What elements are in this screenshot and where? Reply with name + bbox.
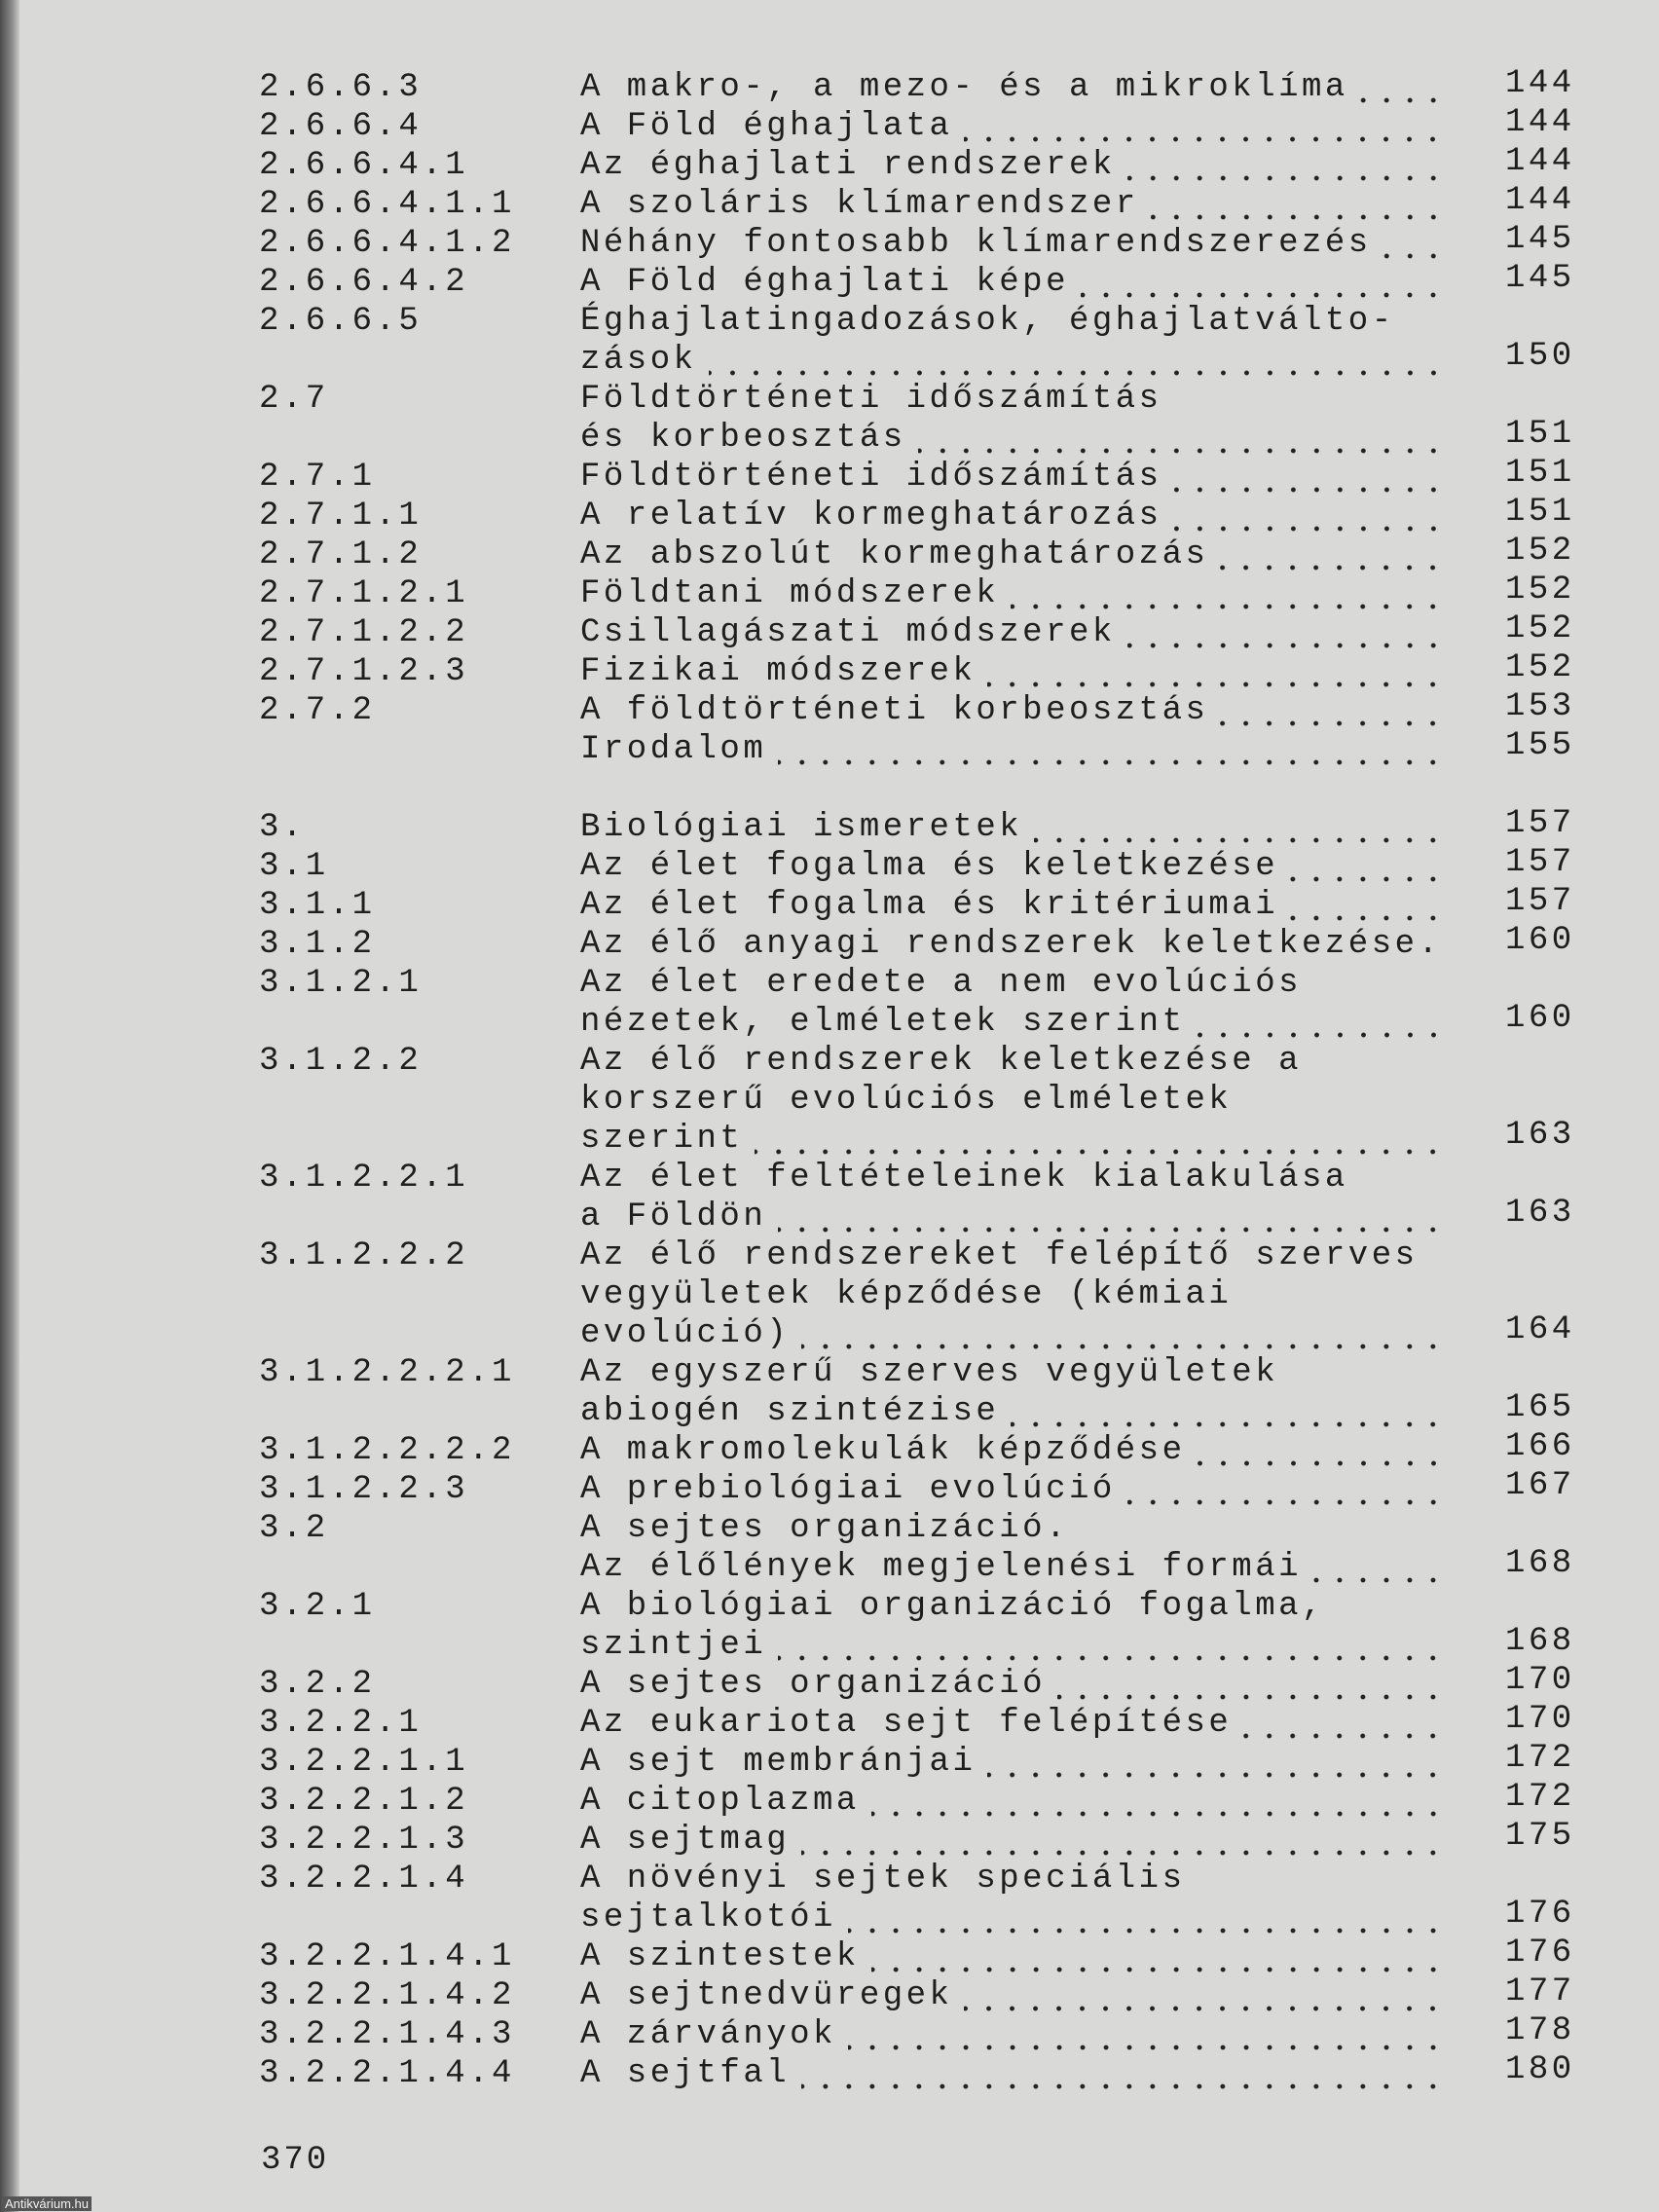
toc-line	[0, 922, 1659, 964]
toc-line	[0, 1081, 1659, 1120]
toc-entry	[0, 1467, 1659, 1509]
toc-line	[0, 1275, 1659, 1314]
dot-leader	[1198, 1003, 1446, 1042]
section-number: 3.1.2.2.2.2	[259, 1432, 515, 1469]
page-reference: 160	[1505, 1000, 1575, 1037]
section-title: zások	[580, 342, 697, 379]
section-title: Földtörténeti időszámítás	[580, 459, 1162, 496]
section-title: a Földön	[580, 1198, 767, 1235]
page-reference: 152	[1505, 610, 1575, 647]
section-number: 2.7.2	[259, 692, 376, 729]
toc-line	[0, 769, 1659, 808]
toc-line	[0, 1509, 1659, 1548]
toc-line	[0, 1896, 1659, 1937]
toc-line	[0, 416, 1659, 458]
section-number: 3.1.2.1	[259, 965, 423, 1002]
dot-leader	[1011, 574, 1445, 613]
toc-line	[0, 1311, 1659, 1353]
page-reference: 172	[1505, 1740, 1575, 1777]
dot-leader	[778, 1626, 1445, 1665]
page-reference: 144	[1505, 65, 1575, 102]
section-title: korszerű evolúciós elméletek	[580, 1082, 1233, 1119]
toc-line	[0, 1389, 1659, 1431]
page-reference: 152	[1505, 533, 1575, 570]
toc-line	[0, 727, 1659, 769]
toc-line	[0, 1000, 1659, 1042]
dot-leader	[1081, 263, 1445, 302]
section-number: 3.1.1	[259, 887, 376, 924]
dot-leader	[918, 419, 1445, 458]
section-title: A sejt membránjai	[580, 1744, 977, 1781]
section-number: 3.2.2.1.4.4	[259, 2055, 515, 2092]
section-number: 3.2.2.1.4	[259, 1861, 469, 1898]
page-reference: 150	[1505, 338, 1575, 375]
dot-leader	[1127, 613, 1445, 652]
section-number: 3.1.2.2	[259, 1043, 423, 1080]
section-number: 2.7.1.2.3	[259, 653, 469, 690]
section-number: 3.2.2.1.4.2	[259, 1977, 515, 2014]
dot-leader	[964, 1976, 1445, 2015]
page-reference: 166	[1505, 1428, 1575, 1465]
page-reference: 176	[1505, 1935, 1575, 1972]
section-title: A citoplazma	[580, 1783, 860, 1820]
section-title: A sejtmag	[580, 1822, 791, 1859]
page-reference: 176	[1505, 1896, 1575, 1933]
section-number: 3.2.1	[259, 1588, 376, 1625]
section-number: 3.1.2.2.1	[259, 1160, 469, 1197]
page-reference: 165	[1505, 1389, 1575, 1426]
page-reference: 151	[1505, 494, 1575, 531]
section-title: A Föld éghajlata	[580, 108, 953, 145]
toc-line	[0, 260, 1659, 302]
toc-line	[0, 143, 1659, 185]
dot-leader	[755, 1120, 1445, 1159]
toc-entry	[0, 1701, 1659, 1743]
section-title: A sejtnedvüregek	[580, 1977, 953, 2014]
dot-leader	[1127, 146, 1445, 185]
dot-leader	[1290, 886, 1445, 925]
section-number: 2.6.6.5	[259, 303, 423, 340]
dot-leader	[1034, 808, 1445, 847]
dot-leader	[778, 730, 1445, 769]
section-number: 2.6.6.4.2	[259, 264, 469, 301]
dot-leader	[1057, 1665, 1445, 1704]
toc-line	[0, 2051, 1659, 2093]
section-number: 2.7.1.1	[259, 498, 423, 535]
dot-leader	[848, 2015, 1445, 2054]
page-reference: 144	[1505, 182, 1575, 219]
section-number: 3.2.2.1.4.1	[259, 1938, 515, 1975]
toc-line	[0, 1818, 1659, 1860]
toc-line	[0, 1623, 1659, 1665]
toc-line	[0, 104, 1659, 146]
page-reference: 160	[1505, 922, 1575, 959]
section-title: A zárványok	[580, 2016, 836, 2053]
toc-entry	[0, 535, 1659, 574]
toc-entry	[0, 2051, 1659, 2093]
toc-line	[0, 805, 1659, 847]
toc-line	[0, 1467, 1659, 1509]
page-number: 370	[261, 2142, 330, 2179]
toc-entry	[0, 455, 1659, 497]
toc-entry	[0, 1860, 1659, 1937]
section-number: 3.1.2.2.3	[259, 1471, 469, 1508]
toc-line	[0, 494, 1659, 535]
toc-entry	[0, 1818, 1659, 1860]
toc-entry	[0, 302, 1659, 380]
section-title: A szoláris klímarendszer	[580, 186, 1139, 223]
page-reference: 163	[1505, 1195, 1575, 1232]
toc-entry	[0, 1353, 1659, 1431]
dot-leader	[848, 1899, 1445, 1937]
toc-line	[0, 649, 1659, 691]
dot-leader	[964, 107, 1445, 146]
dot-leader	[1313, 1548, 1445, 1587]
toc-line	[0, 221, 1659, 263]
toc-entry	[0, 688, 1659, 730]
toc-entry	[0, 143, 1659, 185]
section-title: A földtörténeti korbeosztás	[580, 692, 1209, 729]
section-number: 2.6.6.4.1	[259, 147, 469, 184]
dot-leader	[1011, 1392, 1445, 1431]
section-title: A makromolekulák képződése	[580, 1432, 1186, 1469]
page-reference: 157	[1505, 883, 1575, 920]
section-title: Az élet feltételeinek kialakulása	[580, 1160, 1348, 1197]
toc-line	[0, 1662, 1659, 1704]
toc-line	[0, 883, 1659, 925]
section-number: 3.	[259, 809, 306, 846]
section-number: 2.6.6.4.1.2	[259, 225, 515, 262]
section-title: és korbeosztás	[580, 420, 906, 457]
section-title: A szintestek	[580, 1938, 860, 1975]
toc-entry	[0, 380, 1659, 458]
toc-line	[0, 338, 1659, 380]
page-reference: 178	[1505, 2012, 1575, 2049]
section-title: Földtörténeti időszámítás	[580, 381, 1162, 418]
section-title: A relatív kormeghatározás	[580, 498, 1162, 535]
section-title: Biológiai ismeretek	[580, 809, 1023, 846]
dot-leader	[778, 1198, 1445, 1236]
toc-line	[0, 1159, 1659, 1198]
toc-entry	[0, 844, 1659, 886]
toc-entry	[0, 1973, 1659, 2015]
toc-line	[0, 1937, 1659, 1976]
table-of-contents	[0, 65, 1659, 2093]
page-reference: 180	[1505, 2051, 1575, 2088]
toc-entry	[0, 964, 1659, 1042]
section-title: A sejtes organizáció.	[580, 1510, 1069, 1547]
toc-line	[0, 610, 1659, 652]
section-number: 3.1.2	[259, 926, 376, 963]
toc-entry	[0, 260, 1659, 302]
section-title: szintjei	[580, 1627, 767, 1664]
section-title: A növényi sejtek speciális	[580, 1861, 1186, 1898]
section-title: nézetek, elméletek szerint	[580, 1004, 1186, 1041]
toc-entry	[0, 805, 1659, 847]
toc-entry	[0, 649, 1659, 691]
section-title: Az élőlények megjelenési formái	[580, 1549, 1303, 1586]
toc-line	[0, 964, 1659, 1003]
page-reference: 168	[1505, 1545, 1575, 1582]
toc-entry	[0, 922, 1659, 964]
toc-line	[0, 535, 1659, 574]
toc-entry	[0, 182, 1659, 224]
toc-line	[0, 1860, 1659, 1899]
toc-line	[0, 1117, 1659, 1159]
dot-leader	[801, 2054, 1445, 2093]
toc-entry	[0, 2012, 1659, 2054]
dot-leader	[1174, 497, 1445, 535]
dot-leader	[1198, 1431, 1446, 1470]
dot-leader	[1220, 691, 1445, 730]
dot-leader	[1243, 1704, 1445, 1743]
toc-line	[0, 1195, 1659, 1236]
page-reference: 151	[1505, 455, 1575, 492]
section-title: A Föld éghajlati képe	[580, 264, 1069, 301]
section-title: Irodalom	[580, 731, 767, 768]
page-reference: 144	[1505, 104, 1575, 141]
section-title: Az élő rendszerek keletkezése a	[580, 1043, 1303, 1080]
dot-leader	[801, 1821, 1445, 1860]
page-reference: 151	[1505, 416, 1575, 453]
page-reference: 163	[1505, 1117, 1575, 1154]
section-number: 2.7.1.2.2	[259, 614, 469, 651]
section-number: 2.6.6.4.1.1	[259, 186, 515, 223]
page-reference: 170	[1505, 1701, 1575, 1738]
dot-leader	[709, 341, 1445, 380]
section-title: Az élet eredete a nem evolúciós	[580, 965, 1303, 1002]
page-reference: 157	[1505, 805, 1575, 842]
section-title: Az élő rendszereket felépítő szerves	[580, 1237, 1419, 1274]
page-reference: 170	[1505, 1662, 1575, 1699]
section-title: szerint	[580, 1121, 744, 1158]
toc-line	[0, 1740, 1659, 1782]
dot-leader	[987, 652, 1445, 691]
section-title: Az élet fogalma és keletkezése	[580, 848, 1279, 885]
toc-entry	[0, 1662, 1659, 1704]
section-title: evolúció)	[580, 1315, 791, 1352]
toc-entry	[0, 494, 1659, 535]
toc-line	[0, 1587, 1659, 1626]
toc-entry	[0, 1587, 1659, 1665]
toc-entry	[0, 1428, 1659, 1470]
section-title: Az éghajlati rendszerek	[580, 147, 1116, 184]
section-title: Az egyszerű szerves vegyületek	[580, 1354, 1279, 1391]
toc-line	[0, 1428, 1659, 1470]
dot-leader	[871, 1782, 1445, 1821]
toc-line	[0, 1545, 1659, 1587]
dot-leader	[1220, 535, 1445, 574]
toc-line	[0, 2012, 1659, 2054]
toc-entry	[0, 221, 1659, 263]
section-title: Az élő anyagi rendszerek keletkezése.	[580, 926, 1442, 963]
page-reference: 152	[1505, 571, 1575, 608]
toc-entry	[0, 1159, 1659, 1236]
page-reference: 157	[1505, 844, 1575, 881]
page-reference: 155	[1505, 727, 1575, 764]
section-number: 3.1	[259, 848, 329, 885]
dot-leader	[801, 1314, 1445, 1353]
toc-line	[0, 571, 1659, 613]
toc-line	[0, 380, 1659, 419]
section-title: A prebiológiai evolúció	[580, 1471, 1116, 1508]
toc-line	[0, 1973, 1659, 2015]
dot-leader	[1151, 185, 1445, 224]
section-title: Földtani módszerek	[580, 575, 1000, 612]
toc-line	[0, 1236, 1659, 1275]
section-title: abiogén szintézise	[580, 1393, 1000, 1430]
section-title: vegyületek képződése (kémiai	[580, 1276, 1233, 1313]
section-title: A biológiai organizáció fogalma,	[580, 1588, 1325, 1625]
page-reference: 167	[1505, 1467, 1575, 1504]
page-reference: 145	[1505, 221, 1575, 258]
page-reference: 152	[1505, 649, 1575, 686]
dot-leader	[1127, 1470, 1445, 1509]
watermark: Antikvárium.hu	[2, 2196, 92, 2211]
section-number: 3.2	[259, 1510, 329, 1547]
toc-line	[0, 455, 1659, 497]
section-number: 2.7.1.2	[259, 536, 423, 573]
toc-line	[0, 1042, 1659, 1081]
toc-entry	[0, 65, 1659, 107]
toc-entry	[0, 610, 1659, 652]
section-number: 3.2.2	[259, 1666, 376, 1703]
page-reference: 153	[1505, 688, 1575, 725]
toc-entry	[0, 1236, 1659, 1353]
page-reference: 172	[1505, 1779, 1575, 1816]
section-number: 3.2.2.1.4.3	[259, 2016, 515, 2053]
dot-leader	[1174, 458, 1445, 497]
page-reference: 164	[1505, 1311, 1575, 1348]
section-title: Az élet fogalma és kritériumai	[580, 887, 1279, 924]
toc-entry	[0, 1937, 1659, 1976]
section-number: 3.2.2.1.2	[259, 1783, 469, 1820]
section-number: 3.2.2.1	[259, 1705, 423, 1742]
section-title: A makro-, a mezo- és a mikroklíma	[580, 69, 1348, 106]
section-title: A sejtfal	[580, 2055, 791, 2092]
dot-leader	[1290, 847, 1445, 886]
toc-entry	[0, 571, 1659, 613]
section-title: Fizikai módszerek	[580, 653, 977, 690]
toc-entry	[0, 727, 1659, 769]
page-reference: 177	[1505, 1973, 1575, 2010]
toc-entry	[0, 883, 1659, 925]
section-number: 3.1.2.2.2	[259, 1237, 469, 1274]
section-title: sejtalkotói	[580, 1899, 836, 1936]
dot-leader	[1360, 68, 1445, 107]
section-number: 3.2.2.1.3	[259, 1822, 469, 1859]
toc-line	[0, 688, 1659, 730]
dot-leader	[987, 1743, 1445, 1782]
page-reference: 145	[1505, 260, 1575, 297]
section-number: 2.6.6.3	[259, 69, 423, 106]
section-title: Éghajlatingadozások, éghajlatválto-	[580, 303, 1395, 340]
toc-line	[0, 302, 1659, 341]
page-reference: 144	[1505, 143, 1575, 180]
dot-leader	[871, 1937, 1445, 1976]
toc-entry	[0, 1042, 1659, 1159]
toc-line	[0, 1701, 1659, 1743]
toc-entry	[0, 1509, 1659, 1587]
toc-line	[0, 182, 1659, 224]
section-number: 2.7	[259, 381, 329, 418]
section-number: 2.7.1	[259, 459, 376, 496]
toc-entry	[0, 1779, 1659, 1821]
section-title: Csillagászati módszerek	[580, 614, 1116, 651]
toc-line	[0, 844, 1659, 886]
toc-entry	[0, 104, 1659, 146]
dot-leader	[1383, 224, 1445, 263]
toc-line	[0, 65, 1659, 107]
section-number: 2.6.6.4	[259, 108, 423, 145]
toc-line	[0, 1353, 1659, 1392]
section-title: Az abszolút kormeghatározás	[580, 536, 1209, 573]
section-number: 2.7.1.2.1	[259, 575, 469, 612]
section-number: 3.1.2.2.2.1	[259, 1354, 515, 1391]
section-title: Az eukariota sejt felépítése	[580, 1705, 1233, 1742]
section-title: Néhány fontosabb klímarendszerezés	[580, 225, 1372, 262]
toc-entry	[0, 1740, 1659, 1782]
toc-entry	[0, 769, 1659, 808]
page-reference: 168	[1505, 1623, 1575, 1660]
page-reference: 175	[1505, 1818, 1575, 1855]
section-number: 3.2.2.1.1	[259, 1744, 469, 1781]
toc-line	[0, 1779, 1659, 1821]
section-title: A sejtes organizáció	[580, 1666, 1047, 1703]
